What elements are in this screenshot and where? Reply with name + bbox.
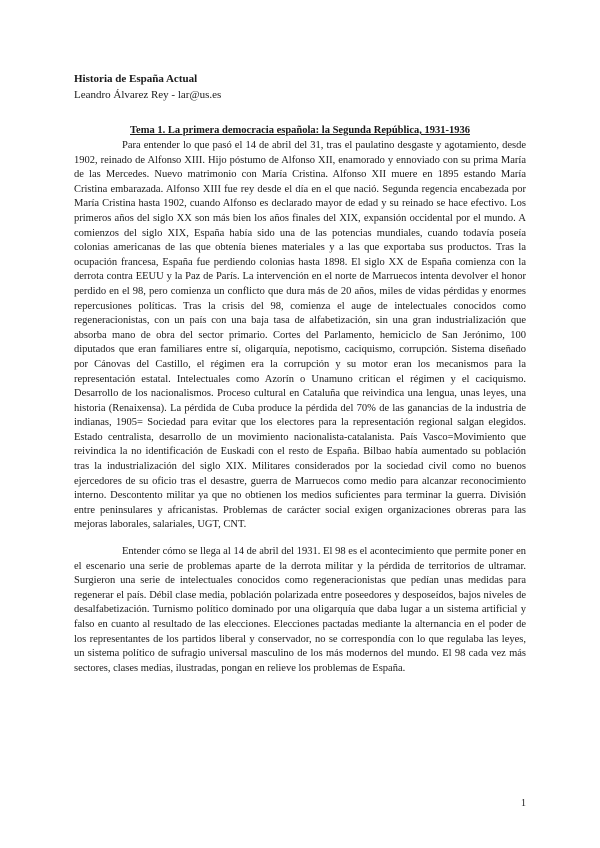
page-number: 1 — [521, 798, 526, 809]
document-title: Historia de España Actual — [74, 73, 198, 85]
paragraph-2: Entender cómo se llega al 14 de abril del 1931. El 98 es el acontecimiento que permite poner en el escenario una serie de problemas aparte de la derrota militar y la pérdida de territorios de ultramar. Surgieron una serie de intelectuales conocidos como regeneracionistas que pedían unas medidas para regenerar el país. Débil clase media, población polarizada entre poseedores y desposeídos, bajos niveles de desalfabetización. Turnismo político dominado por una oligarquía que daba lugar a un sistema artificial y falso en cuanto al resultado de las elecciones. Elecciones pactadas mediante la alternancia en el poder de los representantes de los partidos liberal y conservador, no se correspondía con lo que regulaba las leyes, un sistema político de sufragio universal masculino de los más modernos del mundo. El 98 cada vez más sectores, clases medias, ilustradas, pongan en relieve los problemas de España. — [74, 546, 526, 674]
document-header — [74, 72, 221, 102]
document-author: Leandro Álvarez Rey - lar@us.es — [74, 89, 222, 101]
paragraph-1: Para entender lo que pasó el 14 de abril del 31, tras el paulatino desgaste y agotamiento, desde 1902, reinado de Alfonso XIII. Hijo póstumo de Alfonso XII, enamorado y ennoviado con su prima María de las Mercedes. Nuevo matrimonio con María Cristina. Alfonso XII muere en 1895 estando María Cristina embarazada. Alfonso XIII fue rey desde el día en el que nació. Segunda regencia encabezada por María Cristina hasta 1902, cuando Alfonso es declarado mayor de edad y su reinado se hace efectivo. Los primeros años del siglo XX son más bien los años finales del XIX, expansión occidental por el mundo. A comienzos del siglo XIX, España había sido una de las potencias mundiales, cuando todavía poseía colonias americanas de las que obtenía bienes materiales y a las que exportaba sus productos. Tras la ocupación francesa, España fue perdiendo colonias hasta 1898. El siglo XX de España comienza con la derrota contra EEUU y la Paz de París. La intervención en el norte de Marruecos intenta devolver el honor perdido en el 98, pero comienza un conflicto que dura más de 20 años, miles de vidas pérdidas y enormes repercusiones políticas. Tras la crisis del 98, comienza el auge de intelectuales conocidos como regeneracionistas, con un país con una baja tasa de alfabetización, sin una gran industrialización que absorba mano de obra del sector primario. Cortes del Parlamento, hemiciclo de San Jerónimo, 100 diputados que eran familiares entre sí, oligarquía, nepotismo, caciquismo, corrupción. Sistema diseñado por Cánovas del Castillo, el régimen era la corrupción y su motor eran los mecanismos para la representación estatal. Intelectuales como Azorín o Unamuno critican el régimen y el caciquismo. Desarrollo de los nacionalismos. Proceso cultural en Cataluña que reivindica una lengua, unas leyes, una historia (Renaixensa). La pérdida de Cuba produce la pérdida del 70% de las ganancias de la industria de indianas, 1905= Sociedad para evitar que los electores para la representación regional salgan elegidos. Estado centralista, desarrollo de un movimiento nacionalista-catalanista. País Vasco=Movimiento que reivindica la no identificación de Euskadi con el resto de España. Bilbao había aumentado su población tras la industrialización del siglo XIX. Militares considerados por la sociedad civil como no buenos ejercedores de su oficio tras el desastre, guerra de Marruecos como medio para alcanzar reconocimiento interno. Descontento militar ya que no obtienen los medios suficientes para terminar la guerra. División entre peninsulares y africanistas. Problemas de carácter social exigen organizaciones obreras para las mejoras laborales, salariales, UGT, CNT. — [74, 140, 526, 531]
document-body — [74, 124, 526, 676]
section-title: Tema 1. La primera democracia española: la Segunda República, 1931-1936 — [130, 125, 470, 136]
